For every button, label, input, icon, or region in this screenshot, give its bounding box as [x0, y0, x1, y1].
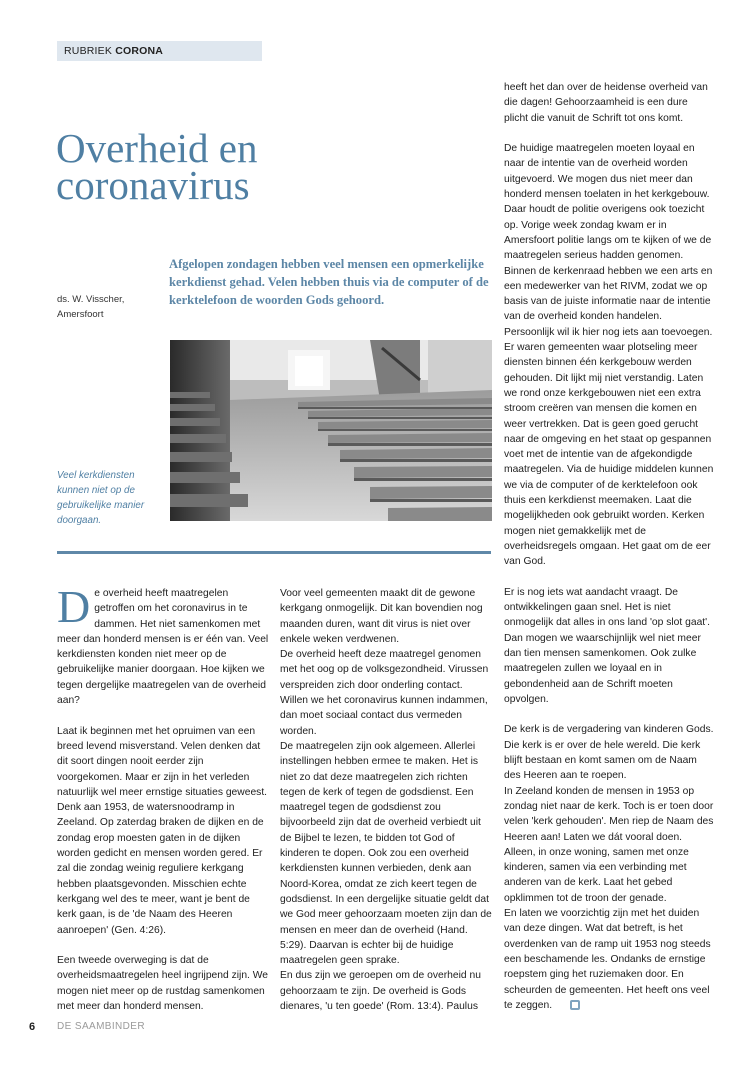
paragraph: En dus zijn we geroepen om de overheid nu gehoorzaam te zijn. De overheid is Gods dienares, 'u ten goede' (Rom. 13:4). Paulus — [280, 970, 481, 1013]
paragraph: Er is nog iets wat aandacht vraagt. De ontwikkelingen gaan snel. Het is niet onmogelijk dat alles in ons land 'op slot gaat'. Dan mogen we waarschijnlijk wel niet meer dan tien mensen samenkomen. Ook zulke maatregelen zullen we loyaal en in gebondenheid aan de Schrift moeten opvolgen. — [504, 586, 710, 705]
article-column-3 — [504, 80, 714, 1013]
divider-rule — [57, 551, 491, 554]
article-column-2 — [280, 586, 492, 1014]
paragraph: De huidige maatregelen moeten loyaal en naar de intentie van de overheid worden uitgevoerd. We mogen dus niet meer dan honderd mensen toelaten in het kerkgebouw. Daar houdt de politie overigens ook toezicht op. Vorige week zondag kwam er in Amersfoort politie langs om te kijken of we de maatregelen serieus hadden genomen. Binnen de kerkenraad hebben we een arts en een medewerker van het RIVM, zodat we op basis van de juiste informatie naar de intentie van de overheid konden handelen. — [504, 143, 713, 323]
article-column-1 — [57, 581, 269, 1014]
article-lead: Afgelopen zondagen hebben veel mensen een opmerkelijke kerkdienst gehad. Velen hebben thuis via de computer of de kerktelefoon de woorden Gods gehoord. — [169, 257, 489, 307]
rubriek-prefix: RUBRIEK — [64, 45, 113, 57]
author-name: ds. W. Visscher, — [57, 294, 125, 305]
church-interior-photo — [170, 340, 492, 521]
photo-caption: Veel kerkdiensten kunnen niet op de gebruikelijke manier doorgaan. — [57, 470, 145, 526]
paragraph: De overheid heeft deze maatregel genomen met het oog op de volksgezondheid. Virussen verspreiden zich door onderling contact. Willen we het coronavirus kunnen indammen, dan moet sociaal contact dus vermeden worden. — [280, 649, 489, 737]
rubriek-label — [57, 41, 262, 61]
paragraph: De maatregelen zijn ook algemeen. Allerlei instellingen hebben ermee te maken. Het is niet zo dat deze maatregelen zich richten tegen de kerk of tegen de godsdienst. Een maatregel tegen de godsdienst zou bijvoorbeeld zijn dat de overheid verbiedt uit de Bijbel te lezen, te bidden tot God of kinderen te dopen. Ook zou een overheid kerkdiensten kunnen verbieden, denk aan Noord-Korea, omdat ze zich keert tegen de godsdienst. In een dergelijke situatie geldt dat we God meer gehoorzaam moeten zijn dan de mensen en meer dan de overheid (Hand. 5:29). Daarvan is echter bij de huidige maatregelen geen sprake. — [280, 740, 492, 967]
drop-cap: D — [57, 581, 91, 632]
paragraph: Voor veel gemeenten maakt dit de gewone kerkgang onmogelijk. Dit kan bovendien nog maanden duren, want dit virus is niet over enkele weken verdwenen. — [280, 588, 483, 645]
author-location: Amersfoort — [57, 309, 104, 320]
paragraph: In Zeeland konden de mensen in 1953 op zondag niet naar de kerk. Toch is er toen door velen 'kerk gehouden'. Men riep de Naam des Heeren aan! Laten we dát vooral doen. Alleen, in onze woning, samen met onze kinderen, samen via een verbinding met anderen van de kerk. Laat het gebed opklimmen tot de troon der genade. — [504, 785, 714, 904]
article-title: Overheid en coronavirus — [56, 125, 258, 208]
paragraph: heeft het dan over de heidense overheid van die dagen! Gehoorzaamheid is een dure plicht die vanuit de Schrift tot ons komt. — [504, 82, 708, 124]
end-mark-icon — [570, 1000, 580, 1010]
paragraph: Een tweede overweging is dat de overheidsmaatregelen heel ingrijpend zijn. We mogen niet meer op de rustdag samenkomen met meer dan honderd mensen. — [57, 955, 269, 1013]
paragraph: En laten we voorzichtig zijn met het duiden van deze dingen. Wat dat betreft, is het overdenken van de ramp uit 1953 nog steeds een beschamende les. Ondanks de ernstige roepstem ging het ruziemaken door. En scheurden de gemeenten. Het heeft ons veel te zeggen. — [504, 908, 711, 1011]
page-number: 6 — [29, 1021, 36, 1033]
magazine-name: DE SAAMBINDER — [57, 1021, 145, 1032]
paragraph: Persoonlijk wil ik hier nog iets aan toevoegen. Er waren gemeenten waar plotseling meer diensten binnen één kerkgebouw werden gehouden. Dit lijkt mij niet verstandig. Laten we rond onze kerkgebouwen niet een extra stroom creëren van mensen die komen en weer vertrekken. Dat is geen goed gerucht naar de omgeving en het staat op gespannen voet met de intentie van de afgekondigde maatregelen. Via de huidige middelen kunnen we via de computer of de kerktelefoon ook thuis een kerkdienst meemaken. Laat die mogelijkheden ook gebruikt worden. Kerken mogen niet gemakkelijk met de overheidsregels omgaan. Het gaat om de eer van God. — [504, 326, 714, 568]
paragraph: Laat ik beginnen met het opruimen van een breed levend misverstand. Velen denken dat dit soort dingen nooit eerder zijn voorgekomen. Maar er zijn in het verleden natuurlijk wel meer ernstige situaties geweest. Denk aan 1953, de watersnoodramp in Zeeland. Op zaterdag braken de dijken en de zondag erop moesten gaten in de dijken worden gedicht en mensen worden gered. Er zal die zondag weinig reguliere kerkgang hebben plaatsgevonden. Misschien echte kerkgang wel des te meer, want je bent de kerk gaan, is de 'de Naam des Heeren aanroepen' (Gen. 4:26). — [57, 725, 268, 936]
author-byline — [57, 292, 162, 322]
paragraph: e overheid heeft maatregelen getroffen om het coronavirus in te dammen. Het niet samenkomen met meer dan honderd mensen is er één van. Veel kerkdiensten konden niet meer op de gebruikelijke manier doorgaan. Hoe kijken we tegen dergelijke maatregelen van de overheid aan? — [57, 588, 269, 707]
paragraph: De kerk is de vergadering van kinderen Gods. Die kerk is er over de hele wereld. Die kerk blijft bestaan en komt samen om de Naam des Heeren aan te roepen. — [504, 724, 714, 782]
rubriek-name: CORONA — [115, 45, 164, 57]
